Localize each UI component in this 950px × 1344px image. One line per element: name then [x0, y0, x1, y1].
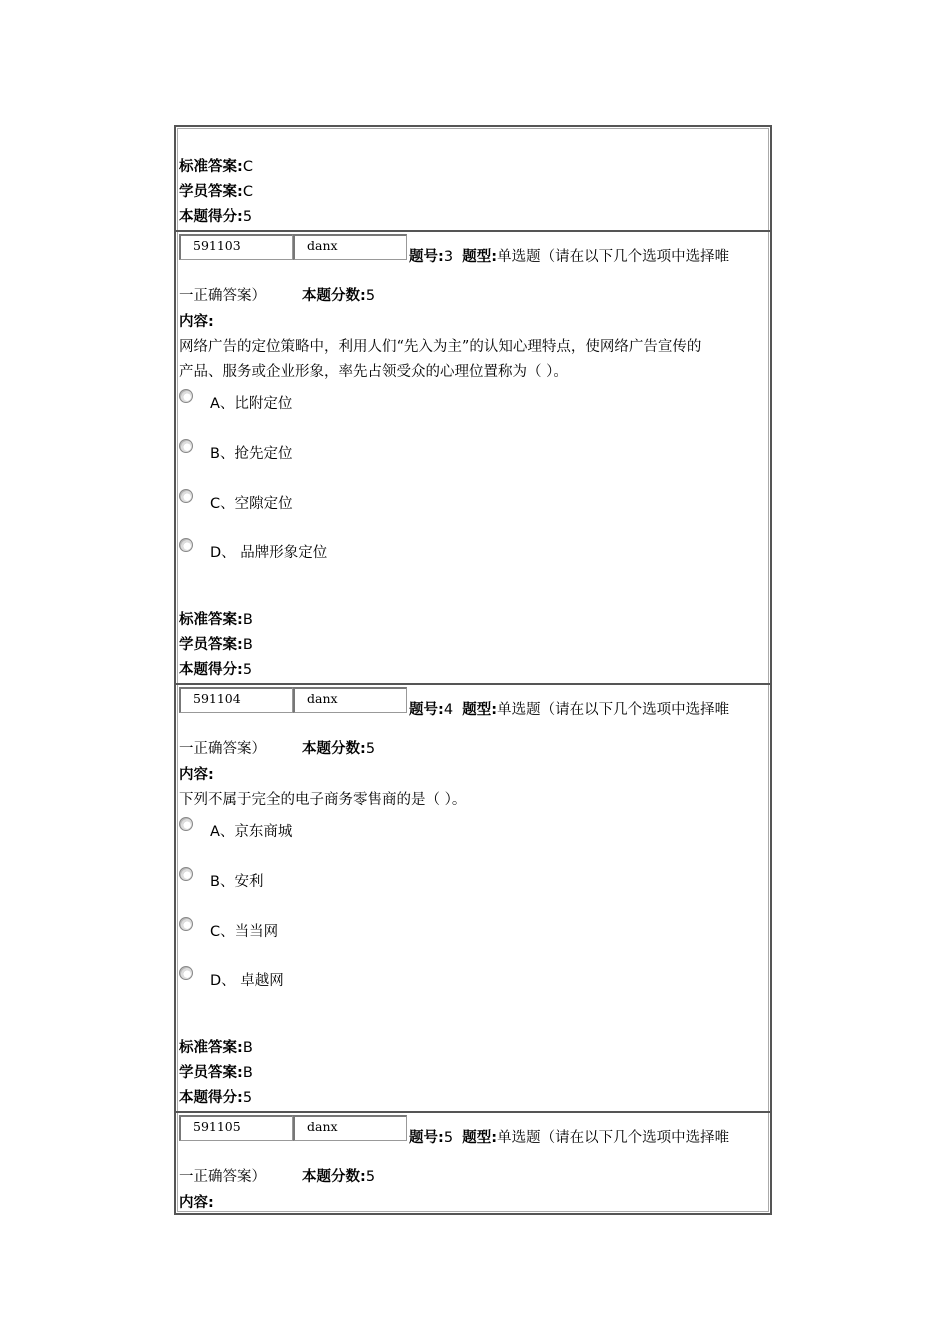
option-a-label: A、京东商城: [210, 824, 293, 840]
option-a-label: A、比附定位: [210, 396, 293, 412]
qtype-value-cont: 一正确答案）: [179, 741, 266, 757]
question-text-line-1: 下列不属于完全的电子商务零售商的是（ ）。: [179, 792, 467, 808]
content-label: 内容:: [179, 1195, 214, 1211]
std-answer-line: [179, 156, 253, 178]
question-text-line-2: 产品、服务或企业形象，率先占领受众的心理位置称为（ ）。: [179, 364, 568, 380]
option-b-label: B、抢先定位: [210, 446, 293, 462]
option-b-label: B、安利: [210, 874, 264, 890]
question-separator: [176, 683, 770, 685]
option-a-radio[interactable]: [179, 817, 193, 831]
option-c-label: C、当当网: [210, 924, 279, 940]
std-answer-label: 标准答案:: [179, 612, 243, 628]
std-answer-value: B: [242, 1040, 253, 1056]
qno-label: 题号:: [409, 249, 444, 265]
question-code-field[interactable]: danx: [293, 234, 407, 260]
option-d-label: D、 卓越网: [210, 973, 284, 989]
qtype-value-cont: 一正确答案）: [179, 288, 266, 304]
stu-answer-value: C: [242, 184, 253, 200]
option-b-radio[interactable]: [179, 439, 193, 453]
question-id-field[interactable]: 591103: [179, 234, 293, 260]
std-answer-label: 标准答案:: [179, 159, 243, 175]
question-code-field[interactable]: danx: [293, 1115, 407, 1141]
stu-answer-line: [179, 634, 253, 656]
score-label: 本题得分:: [179, 209, 243, 225]
score-label: 本题得分:: [179, 1090, 243, 1106]
stu-answer-value: B: [242, 1065, 253, 1081]
question-code-field[interactable]: danx: [293, 687, 407, 713]
score-value: 5: [242, 1090, 253, 1106]
score-label: 本题得分:: [179, 662, 243, 678]
qpoints-value: 5: [365, 288, 376, 304]
std-answer-line: [179, 609, 253, 631]
option-c-label: C、空隙定位: [210, 496, 293, 512]
qpoints-value: 5: [365, 1169, 376, 1185]
option-c-radio[interactable]: [179, 489, 193, 503]
content-label: 内容:: [179, 767, 214, 783]
question-header-cont: [179, 285, 375, 307]
qtype-value: 单选题（请在以下几个选项中选择唯: [497, 1130, 730, 1146]
question-header: [409, 1127, 729, 1149]
question-id-field[interactable]: 591105: [179, 1115, 293, 1141]
qtype-label: 题型:: [462, 702, 498, 718]
std-answer-label: 标准答案:: [179, 1040, 243, 1056]
qpoints-label: 本题分数:: [302, 1169, 366, 1185]
std-answer-value: B: [242, 612, 253, 628]
option-a-radio[interactable]: [179, 389, 193, 403]
content-label: 内容:: [179, 314, 214, 330]
option-d-radio[interactable]: [179, 538, 193, 552]
option-b-radio[interactable]: [179, 867, 193, 881]
stu-answer-label: 学员答案:: [179, 637, 243, 653]
qtype-label: 题型:: [462, 249, 498, 265]
score-line: [179, 206, 252, 228]
stu-answer-line: [179, 1062, 253, 1084]
qno-label: 题号:: [409, 702, 444, 718]
qpoints-label: 本题分数:: [302, 741, 366, 757]
stu-answer-label: 学员答案:: [179, 1065, 243, 1081]
qtype-value-cont: 一正确答案）: [179, 1169, 266, 1185]
score-value: 5: [242, 662, 253, 678]
stu-answer-label: 学员答案:: [179, 184, 243, 200]
question-id-field[interactable]: 591104: [179, 687, 293, 713]
question-header: [409, 699, 729, 721]
qno-value: 3: [443, 249, 454, 265]
option-d-radio[interactable]: [179, 966, 193, 980]
std-answer-line: [179, 1037, 253, 1059]
qpoints-label: 本题分数:: [302, 288, 366, 304]
qno-label: 题号:: [409, 1130, 444, 1146]
qpoints-value: 5: [365, 741, 376, 757]
exam-frame: [174, 125, 772, 1215]
option-c-radio[interactable]: [179, 917, 193, 931]
stu-answer-value: B: [242, 637, 253, 653]
question-header: [409, 246, 729, 268]
qno-value: 5: [443, 1130, 454, 1146]
question-header-cont: [179, 1166, 375, 1188]
question-header-cont: [179, 738, 375, 760]
score-line: [179, 659, 252, 681]
qtype-value: 单选题（请在以下几个选项中选择唯: [497, 249, 730, 265]
question-separator: [176, 1111, 770, 1113]
score-line: [179, 1087, 252, 1109]
question-separator: [176, 230, 770, 232]
qtype-label: 题型:: [462, 1130, 498, 1146]
qno-value: 4: [443, 702, 454, 718]
question-text-line-1: 网络广告的定位策略中，利用人们“先入为主”的认知心理特点，使网络广告宣传的: [179, 339, 702, 355]
qtype-value: 单选题（请在以下几个选项中选择唯: [497, 702, 730, 718]
std-answer-value: C: [242, 159, 253, 175]
option-d-label: D、 品牌形象定位: [210, 545, 328, 561]
score-value: 5: [242, 209, 253, 225]
stu-answer-line: [179, 181, 253, 203]
